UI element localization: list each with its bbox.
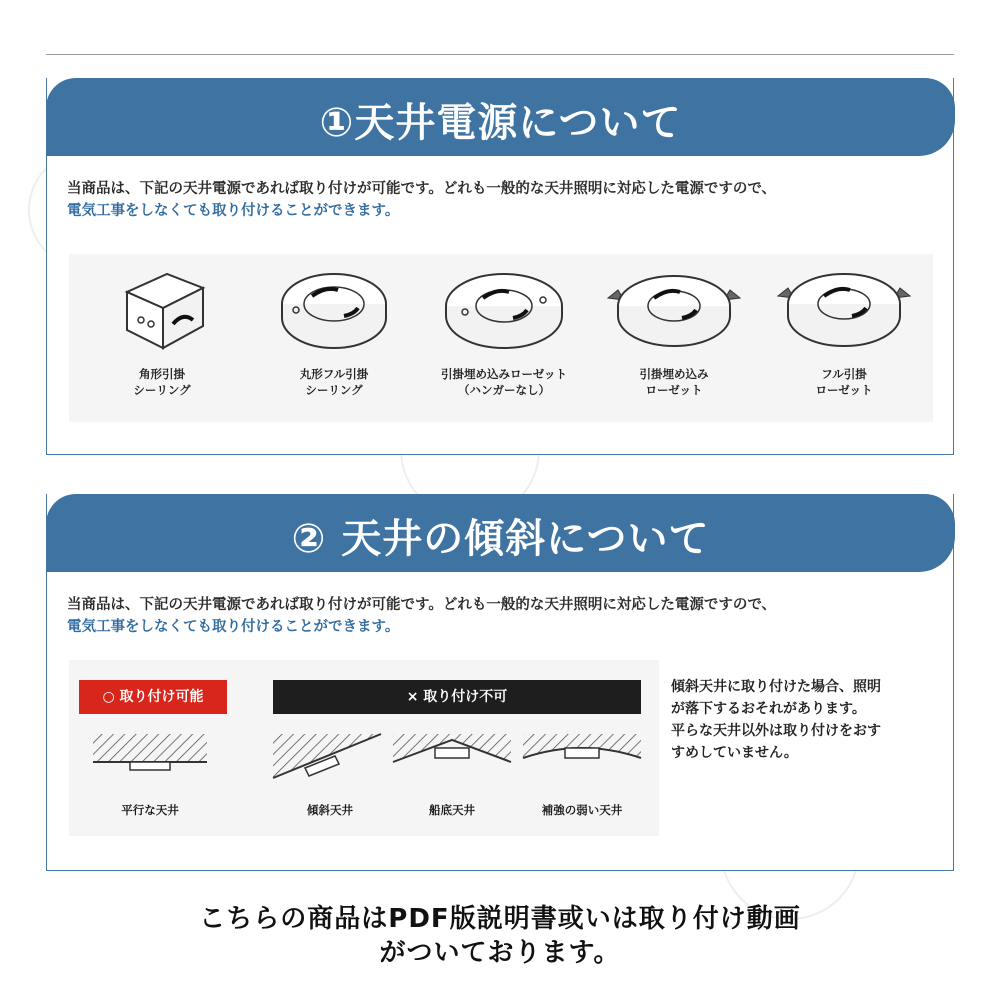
installable-badge: ○ 取り付け可能 — [79, 680, 227, 714]
section-description — [67, 594, 943, 638]
square-ceiling-icon — [107, 262, 217, 362]
fixture-embedded-rosette-no-hanger — [419, 262, 589, 412]
fixture-label: 引掛埋め込み ローゼット — [639, 367, 709, 397]
section-banner — [46, 494, 955, 572]
weak-ceiling-icon — [517, 728, 647, 798]
slope-warning: 傾斜天井に取り付けた場合、照明 が落下するおそれがあります。 平らな天井以外は取り付けをおす すめしていません。 — [671, 679, 881, 761]
round-ceiling-icon — [274, 262, 394, 362]
embedded-rosette-icon — [439, 262, 569, 362]
embedded-rosette-hanger-icon — [604, 262, 744, 362]
fixture-embedded-rosette — [599, 262, 749, 412]
section-title: ② 天井の傾斜について — [291, 516, 710, 562]
notice-line: がついております。 — [379, 938, 621, 968]
fixture-label: 角形引掛 シーリング — [133, 367, 191, 397]
full-rosette-icon — [774, 262, 914, 362]
section-ceiling-power — [46, 78, 954, 455]
fixture-label: フル引掛 ローゼット — [815, 367, 873, 397]
ceiling-label: 船底天井 — [429, 803, 475, 817]
description-highlight: 電気工事をしなくても取り付けることができます。 — [67, 203, 400, 219]
fixture-label: 引掛埋め込みローゼット （ハンガーなし） — [440, 367, 568, 397]
ceiling-label: 補強の弱い天井 — [541, 803, 623, 817]
section-ceiling-slope — [46, 494, 954, 871]
not-installable-badge: × 取り付け不可 — [273, 680, 641, 714]
description-line: 当商品は、下記の天井電源であれば取り付けが可能です。どれも一般的な天井照明に対応した電源ですので、 — [67, 597, 777, 613]
fixture-full-rosette — [769, 262, 919, 412]
ceiling-flat — [85, 728, 215, 824]
section-title: ①天井電源について — [319, 100, 682, 146]
fixture-label: 丸形フル引掛 シーリング — [299, 367, 369, 397]
flat-ceiling-icon — [85, 728, 215, 798]
ceiling-boat-bottom — [387, 728, 517, 824]
boat-ceiling-icon — [387, 728, 517, 798]
ceiling-label: 傾斜天井 — [307, 803, 353, 817]
fixture-square-ceiling — [87, 262, 237, 412]
ceiling-label: 平行な天井 — [121, 803, 179, 817]
sloped-ceiling-icon — [265, 728, 395, 798]
ceiling-sloped — [265, 728, 395, 824]
description-highlight: 電気工事をしなくても取り付けることができます。 — [67, 619, 400, 635]
fixture-round-ceiling — [259, 262, 409, 412]
fixture-gallery — [69, 254, 933, 422]
description-line: 当商品は、下記の天井電源であれば取り付けが可能です。どれも一般的な天井照明に対応した電源ですので、 — [67, 181, 777, 197]
top-divider — [46, 54, 954, 55]
section-description — [67, 178, 943, 222]
section-banner — [46, 78, 955, 156]
ceiling-types-diagram — [69, 660, 659, 836]
manual-notice — [0, 902, 1000, 970]
notice-line: こちらの商品はPDF版説明書或いは取り付け動画 — [199, 904, 801, 934]
ceiling-weak — [517, 728, 647, 824]
